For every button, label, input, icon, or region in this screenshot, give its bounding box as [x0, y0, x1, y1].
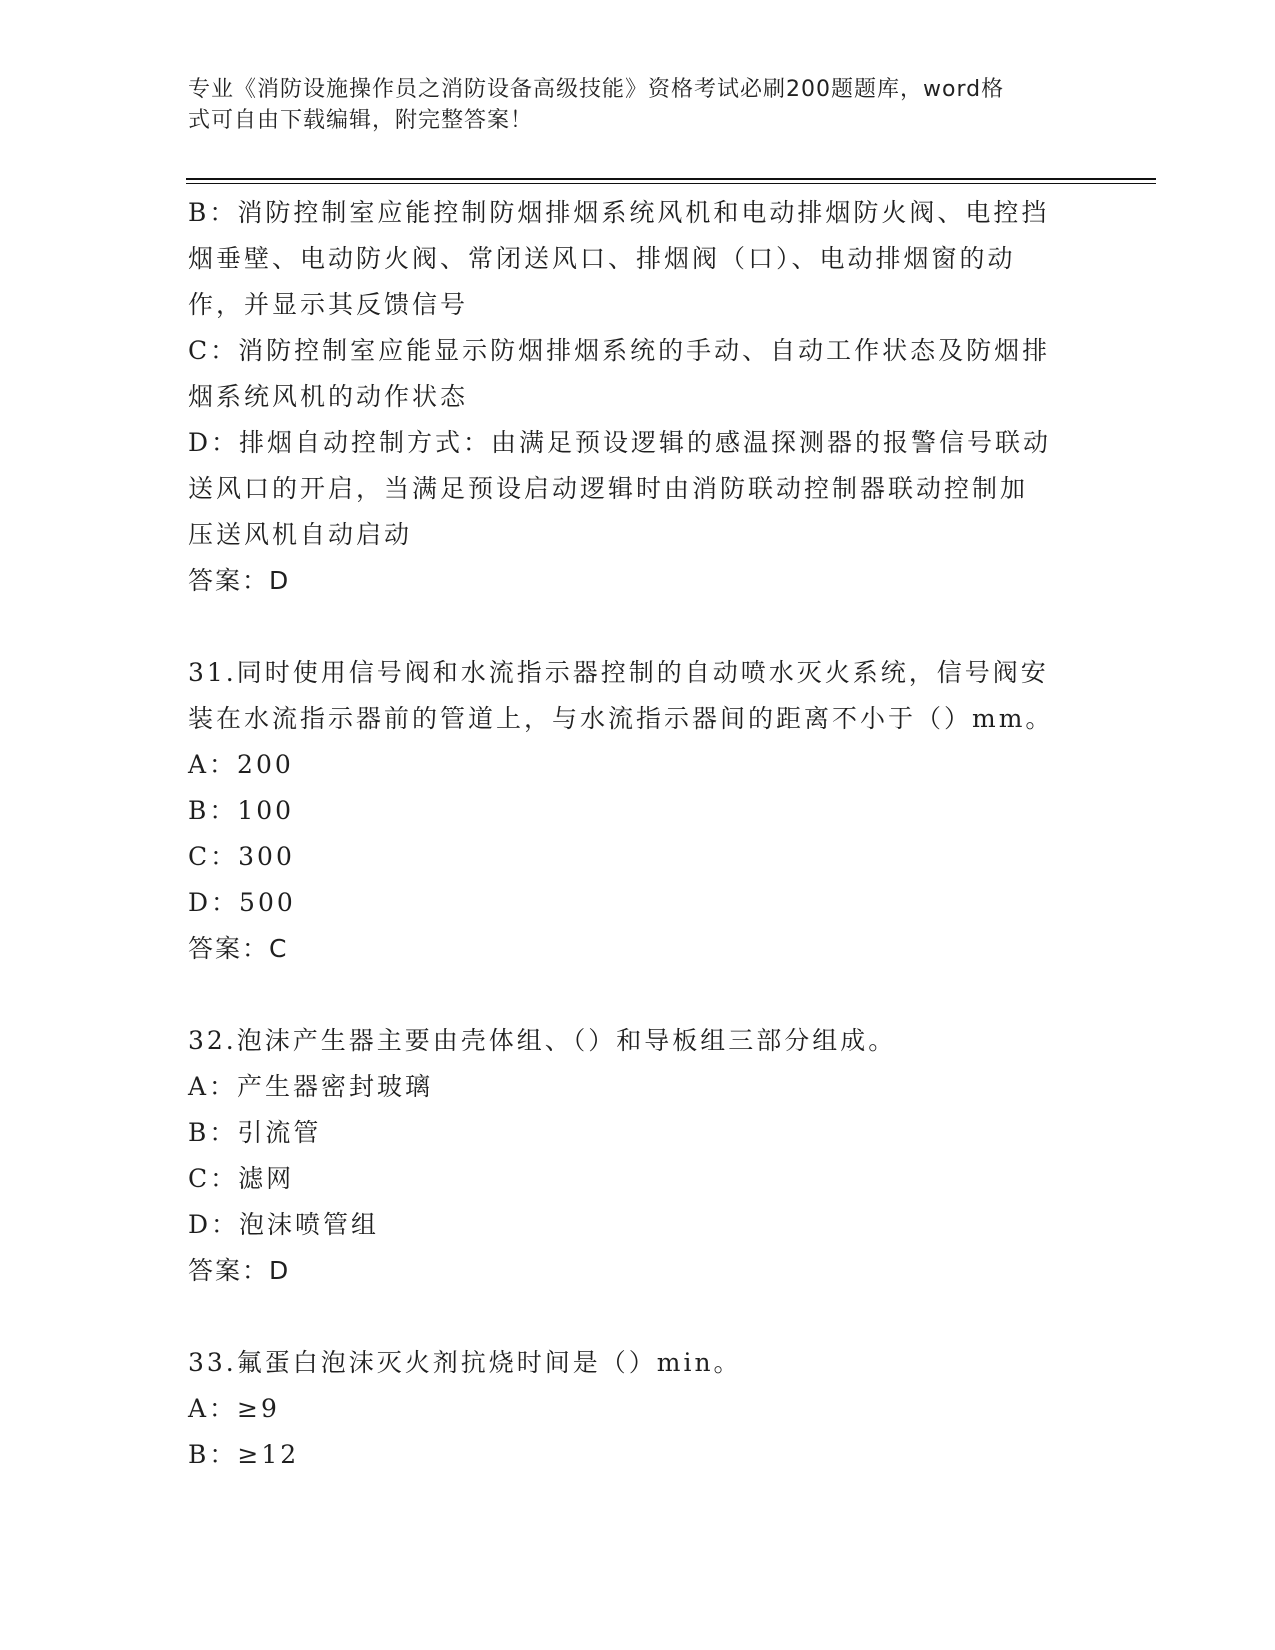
spacer [188, 604, 1088, 650]
option-a: A：200 [188, 750, 294, 779]
question-answer: 答案：C [188, 934, 289, 963]
option-line: C：消防控制室应能显示防烟排烟系统的手动、自动工作状态及防烟排 [188, 336, 1051, 365]
question-31 [188, 650, 1088, 972]
option-c: C：滤网 [188, 1164, 295, 1193]
option-b: B：引流管 [188, 1118, 322, 1147]
option-line: 压送风机自动启动 [188, 520, 413, 549]
header-divider-thin [186, 183, 1156, 184]
question-stem: 33.氟蛋白泡沫灭火剂抗烧时间是（）min。 [188, 1348, 742, 1377]
option-a: A：产生器密封玻璃 [188, 1072, 434, 1101]
header-line-2: 式可自由下载编辑，附完整答案！ [188, 108, 534, 133]
question-content [188, 190, 1088, 1478]
question-stem: 装在水流指示器前的管道上，与水流指示器间的距离不小于（）mm。 [188, 704, 1054, 733]
header-divider-thick [186, 178, 1156, 180]
option-line: 烟系统风机的动作状态 [188, 382, 469, 411]
spacer [188, 972, 1088, 1018]
header-line-1: 专业《消防设施操作员之消防设备高级技能》资格考试必刷200题题库，word格 [188, 77, 1005, 102]
option-line: 送风口的开启，当满足预设启动逻辑时由消防联动控制器联动控制加 [188, 474, 1029, 503]
option-d: D：500 [188, 888, 296, 917]
option-line: 烟垂壁、电动防火阀、常闭送风口、排烟阀（口）、电动排烟窗的动 [188, 244, 1016, 273]
question-answer: 答案：D [188, 1256, 291, 1285]
option-line: B：消防控制室应能控制防烟排烟系统风机和电动排烟防火阀、电控挡 [188, 198, 1050, 227]
prev-question-answer: 答案：D [188, 566, 291, 595]
option-line: 作，并显示其反馈信号 [188, 290, 469, 319]
option-line: D：排烟自动控制方式：由满足预设逻辑的感温探测器的报警信号联动 [188, 428, 1052, 457]
option-c: C：300 [188, 842, 295, 871]
prev-question-option-d [188, 420, 1088, 558]
option-a: A：≥9 [188, 1394, 280, 1423]
question-32 [188, 1018, 1088, 1294]
question-stem: 31.同时使用信号阀和水流指示器控制的自动喷水灭火系统，信号阀安 [188, 658, 1049, 687]
spacer [188, 1294, 1088, 1340]
document-header [188, 74, 1068, 136]
option-d: D：泡沫喷管组 [188, 1210, 380, 1239]
option-b: B：100 [188, 796, 295, 825]
prev-question-option-c [188, 328, 1088, 420]
option-b: B：≥12 [188, 1440, 300, 1469]
question-33 [188, 1340, 1088, 1478]
prev-question-option-b [188, 190, 1088, 328]
question-stem: 32.泡沫产生器主要由壳体组、（）和导板组三部分组成。 [188, 1026, 897, 1055]
